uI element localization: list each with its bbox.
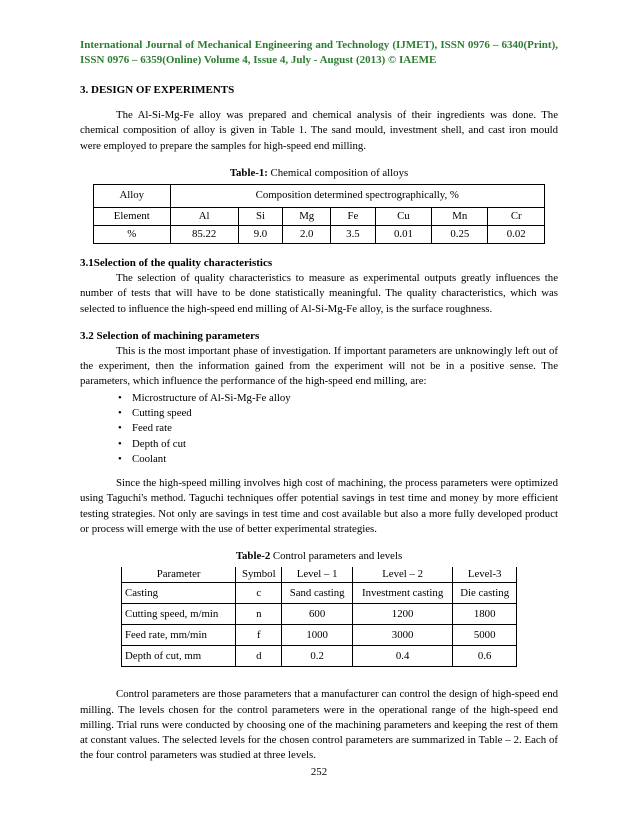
table1-cell: Si	[238, 208, 283, 226]
bullet-glyph: •	[118, 437, 122, 450]
table1-caption-label: Table-1:	[229, 166, 268, 179]
table2-cell: 600	[282, 604, 352, 625]
subsection-2-title: 3.2 Selection of machining parameters	[80, 329, 260, 342]
table1-cell: Mg	[283, 208, 331, 226]
closing-paragraph: Control parameters are those parameters that a manufacturer can control the design of high-speed end milling. The levels chosen for the control parameters were in the operational range of the high-speed end milling. Trial runs were conducted by choosing one of the machining parameters and keeping the rest of them at constant values. The selected levels for the chosen control parameters are summarized in Table – 2. Each of the four control parameters was studied at three levels.	[80, 688, 558, 762]
list-item	[80, 391, 558, 406]
table1-cell: Element	[94, 208, 171, 226]
table2-cell: Die casting	[453, 583, 517, 604]
page-number: 252	[310, 766, 328, 778]
table2-cell: 0.4	[352, 646, 452, 667]
table2-cell: Cutting speed, m/min	[122, 604, 236, 625]
table1-cell: %	[94, 226, 171, 244]
table2-cell: 1000	[282, 625, 352, 646]
list-item-text: Coolant	[132, 452, 167, 465]
table1-cell: Cu	[375, 208, 431, 226]
table1-caption-text: Chemical composition of alloys	[267, 166, 409, 179]
subsection-2-text: This is the most important phase of investigation. If important parameters are unknowingly left out of the experiment, then the information gained from the experiment will not be in a positive sense. The parameters, which influence the performance of the high-speed end milling, are:	[80, 345, 558, 388]
list-item-text: Microstructure of Al-Si-Mg-Fe alloy	[132, 391, 291, 404]
list-item	[80, 421, 558, 436]
table1-caption	[80, 166, 558, 181]
table1-cell: 9.0	[238, 226, 283, 244]
table1	[93, 184, 545, 244]
table2-cell: 1200	[352, 604, 452, 625]
table2-cell: Feed rate, mm/min	[122, 625, 236, 646]
subsection-2-para2: Since the high-speed milling involves high cost of machining, the process parameters were optimized using Taguchi's method. Taguchi techniques offer potential savings in test time and money by more efficient testing strategies. Not only are savings in test time and cost available but also a more fully developed product or process will emerge with the use of better experimental strategies.	[80, 477, 558, 535]
table1-cell: Mn	[432, 208, 488, 226]
table2-caption-text: Control parameters and levels	[270, 549, 403, 562]
page-content	[80, 38, 558, 763]
table2-header-cell: Level-3	[453, 567, 517, 583]
table2-cell: 3000	[352, 625, 452, 646]
table2-row	[122, 625, 517, 646]
table1-cell: Cr	[488, 208, 545, 226]
table2-cell: f	[236, 625, 282, 646]
table1-composition-header: Composition determined spectrographically, %	[170, 185, 544, 208]
table1-cell: 0.02	[488, 226, 545, 244]
table2-cell: Investment casting	[352, 583, 452, 604]
list-item-text: Feed rate	[132, 422, 172, 435]
list-item	[80, 437, 558, 452]
table1-cell: 2.0	[283, 226, 331, 244]
table1-cell: 85.22	[170, 226, 238, 244]
table1-element-row	[94, 208, 545, 226]
table2-caption-label: Table-2	[235, 549, 271, 562]
table2-header-cell: Parameter	[122, 567, 236, 583]
table1-alloy-label: Alloy	[94, 185, 171, 208]
table2-header-cell: Symbol	[236, 567, 282, 583]
table2-caption	[80, 549, 558, 564]
table2-row	[122, 604, 517, 625]
table2-header-row	[122, 567, 517, 583]
subsection-1-title: 3.1Selection of the quality characteristics	[80, 257, 273, 270]
table2-cell: d	[236, 646, 282, 667]
table2-cell: 0.6	[453, 646, 517, 667]
table1-cell: Fe	[331, 208, 376, 226]
bullet-glyph: •	[118, 422, 122, 435]
list-item	[80, 406, 558, 421]
bullet-glyph: •	[118, 406, 122, 419]
parameter-list	[80, 391, 558, 467]
table2-header-cell: Level – 2	[352, 567, 452, 583]
subsection-1-text: The selection of quality characteristics to measure as experimental outputs greatly influences the number of tests that will have to be done statistically meaningful. The quality characteristics, which was selected to influence the high-speed end milling of Al-Si-Mg-Fe alloy, is the surface roughness.	[80, 272, 558, 315]
table1-cell: 0.25	[432, 226, 488, 244]
table2-cell: c	[236, 583, 282, 604]
table2-cell: Depth of cut, mm	[122, 646, 236, 667]
table2-cell: 1800	[453, 604, 517, 625]
bullet-glyph: •	[118, 391, 122, 404]
table2-cell: n	[236, 604, 282, 625]
list-item	[80, 452, 558, 467]
table2-row	[122, 583, 517, 604]
list-item-text: Depth of cut	[132, 437, 186, 450]
table1-cell: Al	[170, 208, 238, 226]
journal-header: International Journal of Mechanical Engineering and Technology (IJMET), ISSN 0976 – 6340(Print), ISSN 0976 – 6359(Online) Volume 4, Issue 4, July - August (2013) © IAEME	[80, 39, 558, 66]
bullet-glyph: •	[118, 452, 122, 465]
table1-header-row	[94, 185, 545, 208]
table2-cell: Sand casting	[282, 583, 352, 604]
table2-cell: 5000	[453, 625, 517, 646]
table2-header-cell: Level – 1	[282, 567, 352, 583]
section-intro: The Al-Si-Mg-Fe alloy was prepared and chemical analysis of their ingredients was done. The chemical composition of alloy is given in Table 1. The sand mould, investment shell, and cast iron mould were employed to prepare the samples for high-speed end milling.	[80, 109, 558, 152]
table2-cell: Casting	[122, 583, 236, 604]
list-item-text: Cutting speed	[132, 406, 192, 419]
table1-value-row	[94, 226, 545, 244]
table2-row	[122, 646, 517, 667]
table1-cell: 0.01	[375, 226, 431, 244]
section-title: 3. DESIGN OF EXPERIMENTS	[80, 84, 235, 96]
table1-cell: 3.5	[331, 226, 376, 244]
table2-cell: 0.2	[282, 646, 352, 667]
table2	[121, 567, 517, 667]
